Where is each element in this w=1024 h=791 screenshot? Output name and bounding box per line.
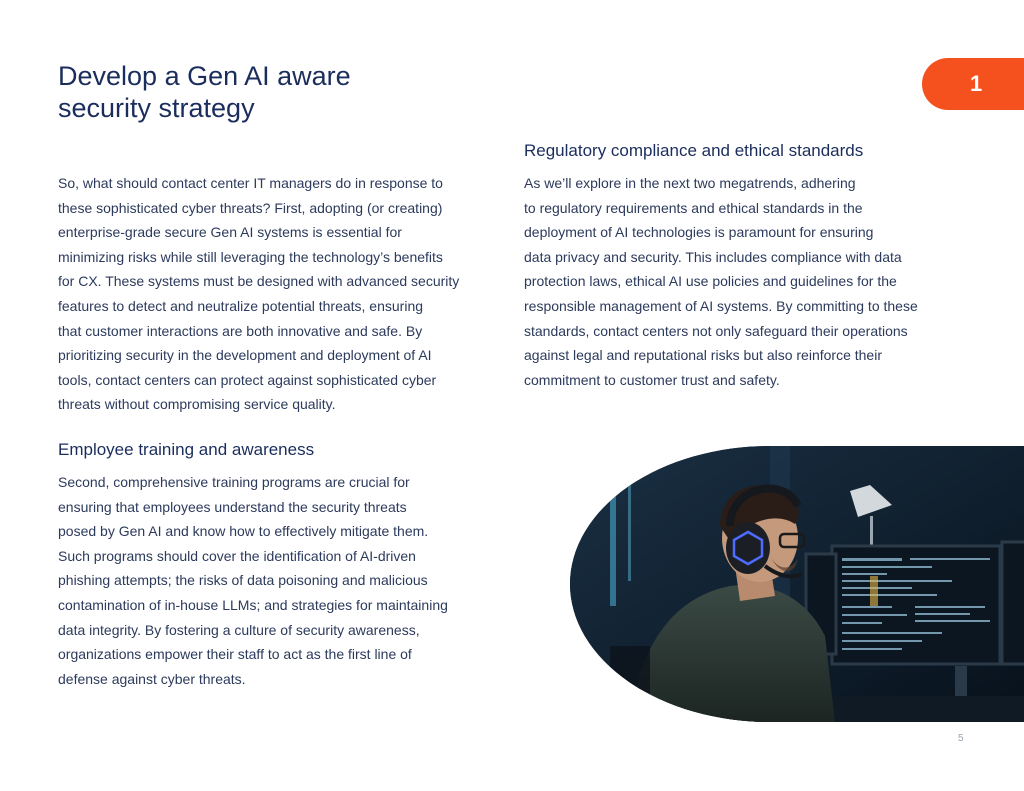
paragraph-line: threats without compromising service quality.	[58, 396, 336, 413]
training-paragraph	[58, 470, 508, 691]
paragraph-line: minimizing risks while still leveraging the technology’s benefits	[58, 248, 443, 265]
paragraph-line: ensuring that employees understand the security threats	[58, 498, 407, 515]
paragraph-line: features to detect and neutralize potential threats, ensuring	[58, 297, 424, 314]
paragraph-line: defense against cyber threats.	[58, 670, 246, 687]
security-analyst-photo	[570, 446, 1024, 722]
photo-illustration	[570, 446, 1024, 722]
paragraph-line: responsible management of AI systems. By committing to these	[524, 297, 918, 314]
paragraph-line: Such programs should cover the identification of AI-driven	[58, 547, 416, 564]
paragraph-line: As we’ll explore in the next two megatrends, adhering	[524, 175, 856, 191]
paragraph-line: Second, comprehensive training programs are crucial for	[58, 474, 410, 490]
intro-paragraph	[58, 171, 508, 417]
compliance-heading: Regulatory compliance and ethical standards	[524, 141, 864, 160]
paragraph-line: prioritizing security in the development and deployment of AI	[58, 347, 432, 364]
paragraph-line: organizations empower their staff to act as the first line of	[58, 646, 412, 663]
paragraph-line: for CX. These systems must be designed with advanced security	[58, 273, 460, 290]
paragraph-line: that customer interactions are both innovative and safe. By	[58, 322, 423, 339]
paragraph-line: commitment to customer trust and safety.	[524, 371, 780, 388]
training-heading: Employee training and awareness	[58, 440, 315, 459]
paragraph-line: tools, contact centers can protect against sophisticated cyber	[58, 371, 437, 388]
page-title-line-1: Develop a Gen AI aware	[58, 61, 351, 91]
paragraph-line: posed by Gen AI and know how to effectively mitigate them.	[58, 523, 429, 540]
paragraph-line: to regulatory requirements and ethical standards in the	[524, 199, 863, 216]
paragraph-line: contamination of in-house LLMs; and strategies for maintaining	[58, 596, 448, 613]
paragraph-line: deployment of AI technologies is paramount for ensuring	[524, 224, 874, 241]
page-title	[58, 60, 478, 124]
section-number-badge: 1	[922, 58, 1024, 110]
paragraph-line: standards, contact centers not only safeguard their operations	[524, 322, 908, 339]
paragraph-line: enterprise-grade secure Gen AI systems is essential for	[58, 224, 402, 241]
paragraph-line: against legal and reputational risks but also reinforce their	[524, 347, 882, 364]
page-number: 5	[958, 733, 964, 744]
paragraph-line: data privacy and security. This includes compliance with data	[524, 248, 902, 265]
paragraph-line: these sophisticated cyber threats? First, adopting (or creating)	[58, 199, 443, 216]
page-title-line-2: security strategy	[58, 93, 255, 123]
compliance-paragraph	[524, 171, 964, 392]
paragraph-line: So, what should contact center IT managers do in response to	[58, 175, 443, 191]
paragraph-line: protection laws, ethical AI use policies and guidelines for the	[524, 273, 897, 290]
paragraph-line: phishing attempts; the risks of data poisoning and malicious	[58, 572, 428, 589]
paragraph-line: data integrity. By fostering a culture of security awareness,	[58, 621, 420, 638]
